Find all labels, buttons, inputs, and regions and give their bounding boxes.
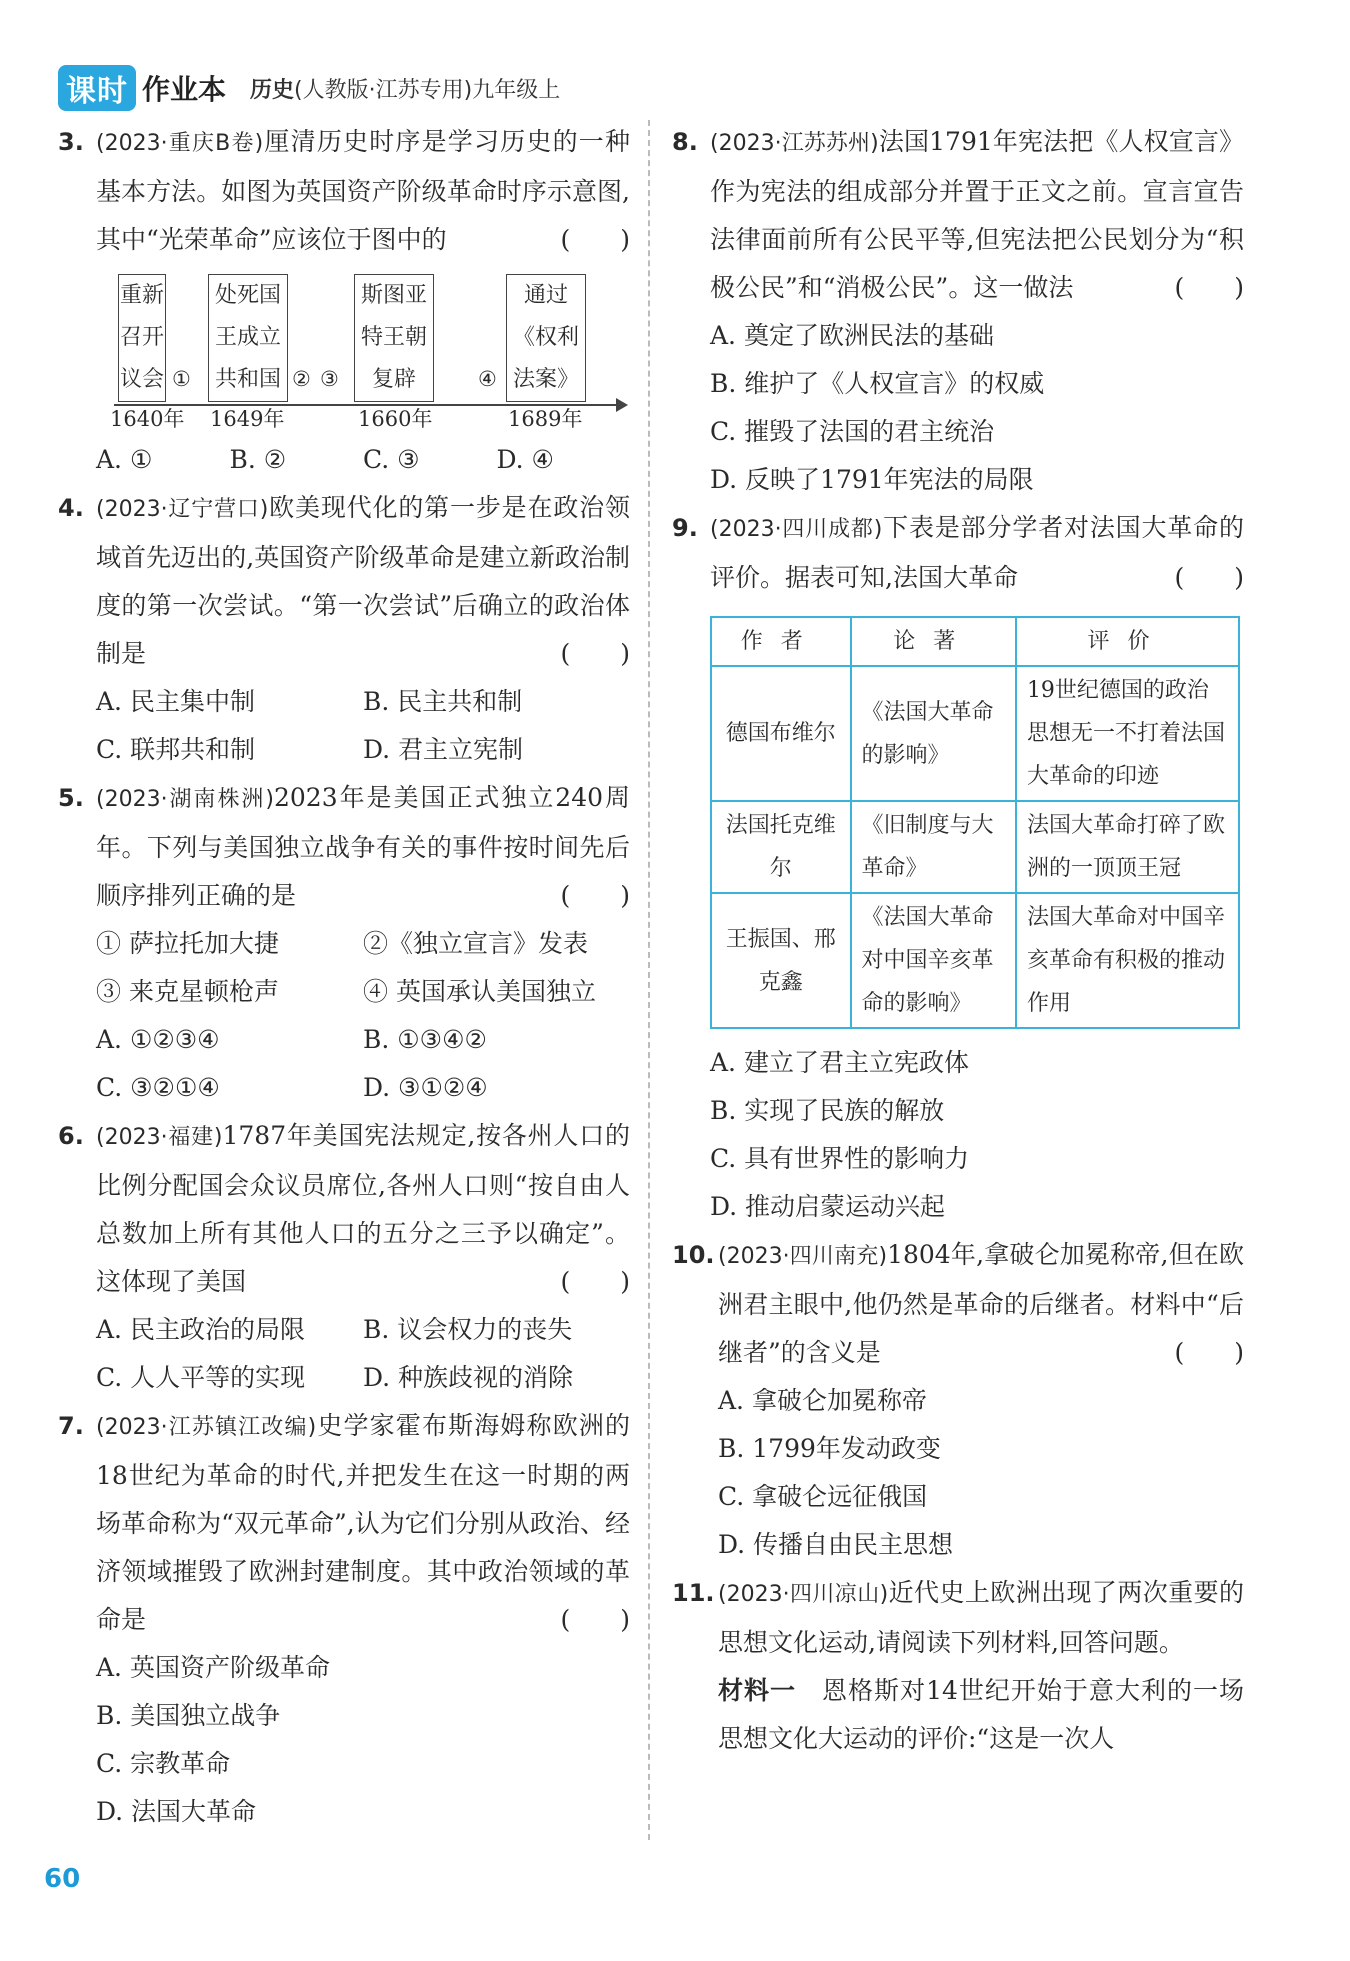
table-cell: 《旧制度与大革命》 <box>851 801 1016 893</box>
book-title: 作业本 <box>142 73 227 106</box>
timeline-year: 1660年 <box>358 407 433 431</box>
event-list <box>96 920 630 1016</box>
question-stem: (2023·辽宁营口)欧美现代化的第一步是在政治领域首先迈出的,英国资产阶级革命是建立新政治制度的第一次尝试。“第一次尝试”后确立的政治体制是 ( ) <box>96 484 630 678</box>
option-d[interactable]: D. 种族歧视的消除 <box>363 1363 574 1392</box>
answer-blank: ( ) <box>560 1605 630 1634</box>
option-c[interactable]: C. ③②①④ <box>96 1073 220 1102</box>
option-a[interactable]: A. 奠定了欧洲民法的基础 <box>710 321 994 350</box>
question-number: 9. <box>672 514 698 542</box>
question-source: (2023·四川凉山) <box>718 1582 889 1607</box>
options <box>718 1377 1244 1569</box>
option-d[interactable]: D. 传播自由民主思想 <box>718 1530 954 1559</box>
table-row <box>711 893 1239 1028</box>
material-label: 材料一 <box>718 1676 797 1705</box>
option-b[interactable]: B. 1799年发动政变 <box>718 1434 941 1463</box>
option-a[interactable]: A. 拿破仑加冕称帝 <box>718 1386 927 1415</box>
timeline-event-box: 重新召开议会 <box>118 274 166 402</box>
table-row <box>711 801 1239 893</box>
options <box>710 312 1244 504</box>
table-cell: 法国托克维尔 <box>711 801 851 893</box>
question-8 <box>672 118 1244 504</box>
options <box>96 1016 630 1112</box>
event-item: ④ 英国承认美国独立 <box>363 977 596 1006</box>
answer-blank: ( ) <box>560 1267 630 1296</box>
option-b[interactable]: B. ①③④② <box>363 1025 487 1054</box>
option-c[interactable]: C. 拿破仑远征俄国 <box>718 1482 928 1511</box>
answer-blank: ( ) <box>1174 563 1244 592</box>
option-a[interactable]: A. 民主政治的局限 <box>96 1315 305 1344</box>
option-d[interactable]: D. 反映了1791年宪法的局限 <box>710 465 1034 494</box>
evaluation-table <box>710 616 1240 1029</box>
option-b[interactable]: B. 实现了民族的解放 <box>710 1096 945 1125</box>
question-source: (2023·江苏苏州) <box>710 131 879 156</box>
option-d[interactable]: D. ④ <box>496 445 554 474</box>
question-number: 5. <box>58 784 84 812</box>
option-d[interactable]: D. 君主立宪制 <box>363 735 524 764</box>
table-cell: 法国大革命对中国辛亥革命有积极的推动作用 <box>1016 893 1239 1028</box>
timeline-mark: ④ <box>478 367 497 391</box>
question-number: 4. <box>58 494 84 522</box>
question-5 <box>58 774 630 1112</box>
option-c[interactable]: C. 摧毁了法国的君主统治 <box>710 417 995 446</box>
question-source: (2023·湖南株洲) <box>96 787 274 812</box>
question-4 <box>58 484 630 774</box>
question-11 <box>672 1569 1244 1763</box>
table-header-row <box>711 617 1239 666</box>
question-number: 3. <box>58 128 84 156</box>
question-source: (2023·四川成都) <box>710 517 883 542</box>
table-cell: 《法国大革命的影响》 <box>851 666 1016 801</box>
question-stem: (2023·四川凉山)近代史上欧洲出现了两次重要的思想文化运动,请阅读下列材料,回答问题。 <box>718 1578 1244 1657</box>
right-column <box>672 118 1244 1763</box>
column-divider <box>648 120 650 1840</box>
options <box>96 678 630 774</box>
edition-label: (人教版·江苏专用)九年级上 <box>294 77 561 103</box>
left-column <box>58 118 630 1836</box>
event-item: ②《独立宣言》发表 <box>363 929 589 958</box>
option-c[interactable]: C. 宗教革命 <box>96 1749 231 1778</box>
option-c[interactable]: C. 联邦共和制 <box>96 735 256 764</box>
question-9 <box>672 504 1244 1231</box>
table-cell: 法国大革命打碎了欧洲的一顶顶王冠 <box>1016 801 1239 893</box>
table-cell: 德国布维尔 <box>711 666 851 801</box>
question-number: 8. <box>672 128 698 156</box>
question-source: (2023·四川南充) <box>718 1244 888 1269</box>
page-number: 60 <box>44 1864 81 1894</box>
options <box>96 436 630 484</box>
answer-blank: ( ) <box>1174 273 1244 302</box>
subject-label: 历史 <box>250 77 295 103</box>
question-source: (2023·辽宁营口) <box>96 497 269 522</box>
option-b[interactable]: B. 维护了《人权宣言》的权威 <box>710 369 1045 398</box>
answer-blank: ( ) <box>560 881 630 910</box>
question-number: 7. <box>58 1412 84 1440</box>
options <box>96 1644 630 1836</box>
timeline-mark: ③ <box>320 367 339 391</box>
question-7 <box>58 1402 630 1836</box>
option-a[interactable]: A. 建立了君主立宪政体 <box>710 1048 969 1077</box>
question-source: (2023·江苏镇江改编) <box>96 1415 317 1440</box>
table-row <box>711 666 1239 801</box>
option-c[interactable]: C. 人人平等的实现 <box>96 1363 306 1392</box>
book-logo: 课时 <box>58 65 136 111</box>
option-a[interactable]: A. 英国资产阶级革命 <box>96 1653 330 1682</box>
question-number: 6. <box>58 1122 84 1150</box>
question-stem: (2023·重庆B卷)厘清历史时序是学习历史的一种基本方法。如图为英国资产阶级革命时序示意图,其中“光荣革命”应该位于图中的 ( ) <box>96 118 630 264</box>
option-b[interactable]: B. 民主共和制 <box>363 687 523 716</box>
table-header-cell: 论著 <box>851 617 1016 666</box>
question-stem: (2023·四川南充)1804年,拿破仑加冕称帝,但在欧洲君主眼中,他仍然是革命的后继者。材料中“后继者”的含义是 ( ) <box>718 1231 1244 1377</box>
option-d[interactable]: D. 推动启蒙运动兴起 <box>710 1192 946 1221</box>
table-cell: 王振国、邢克鑫 <box>711 893 851 1028</box>
option-a[interactable]: A. 民主集中制 <box>96 687 255 716</box>
question-stem: (2023·福建)1787年美国宪法规定,按各州人口的比例分配国会众议员席位,各州人口则“按自由人总数加上所有其他人口的五分之三予以确定”。这体现了美国 ( ) <box>96 1112 630 1306</box>
answer-blank: ( ) <box>560 225 630 254</box>
timeline-mark: ② <box>292 367 311 391</box>
option-d[interactable]: D. 法国大革命 <box>96 1797 257 1826</box>
question-stem: (2023·江苏镇江改编)史学家霍布斯海姆称欧洲的18世纪为革命的时代,并把发生在这一时期的两场革命称为“双元革命”,认为它们分别从政治、经济领域摧毁了欧洲封建制度。其中政治领域的革命是 ( ) <box>96 1402 630 1644</box>
option-a[interactable]: A. ①②③④ <box>96 1025 220 1054</box>
timeline-year: 1649年 <box>210 407 285 431</box>
question-number: 10. <box>672 1241 715 1269</box>
option-d[interactable]: D. ③①②④ <box>363 1073 488 1102</box>
timeline-diagram <box>96 270 630 430</box>
question-stem: (2023·江苏苏州)法国1791年宪法把《人权宣言》作为宪法的组成部分并置于正文之前。宣言宣告法律面前所有公民平等,但宪法把公民划分为“积极公民”和“消极公民”。这一做法 ( ) <box>710 118 1244 312</box>
question-10 <box>672 1231 1244 1569</box>
table-cell: 19世纪德国的政治思想无一不打着法国大革命的印迹 <box>1016 666 1239 801</box>
question-3 <box>58 118 630 484</box>
timeline-arrow <box>616 398 628 412</box>
page-header <box>58 66 560 110</box>
table-cell: 《法国大革命对中国辛亥革命的影响》 <box>851 893 1016 1028</box>
question-source: (2023·福建) <box>96 1125 223 1150</box>
event-item: ① 萨拉托加大捷 <box>96 929 279 958</box>
material-text: 材料一 恩格斯对14世纪开始于意大利的一场思想文化大运动的评价:“这是一次人 <box>718 1676 1244 1753</box>
timeline-event-box: 斯图亚特王朝复辟 <box>354 274 434 402</box>
timeline-event-box: 处死国王成立共和国 <box>208 274 288 402</box>
answer-blank: ( ) <box>1174 1338 1244 1367</box>
book-info <box>250 73 560 104</box>
event-item: ③ 来克星顿枪声 <box>96 977 279 1006</box>
option-b[interactable]: B. ② <box>229 445 287 474</box>
timeline-event-box: 通过《权利法案》 <box>506 274 586 402</box>
table-header-cell: 作者 <box>711 617 851 666</box>
timeline-year: 1689年 <box>508 407 583 431</box>
table-header-cell: 评价 <box>1016 617 1239 666</box>
option-b[interactable]: B. 议会权力的丧失 <box>363 1315 573 1344</box>
answer-blank: ( ) <box>560 639 630 668</box>
options <box>96 1306 630 1402</box>
question-stem: (2023·四川成都)下表是部分学者对法国大革命的评价。据表可知,法国大革命 ( ) <box>710 504 1244 602</box>
question-stem: (2023·湖南株洲)2023年是美国正式独立240周年。下列与美国独立战争有关的事件按时间先后顺序排列正确的是 ( ) <box>96 774 630 920</box>
option-a[interactable]: A. ① <box>96 445 153 474</box>
options <box>710 1039 1244 1231</box>
option-c[interactable]: C. 具有世界性的影响力 <box>710 1144 970 1173</box>
question-source: (2023·重庆B卷) <box>96 131 264 156</box>
option-b[interactable]: B. 美国独立战争 <box>96 1701 281 1730</box>
question-6 <box>58 1112 630 1402</box>
timeline-year: 1640年 <box>110 407 185 431</box>
option-c[interactable]: C. ③ <box>363 445 420 474</box>
timeline-mark: ① <box>172 367 191 391</box>
question-number: 11. <box>672 1579 715 1607</box>
